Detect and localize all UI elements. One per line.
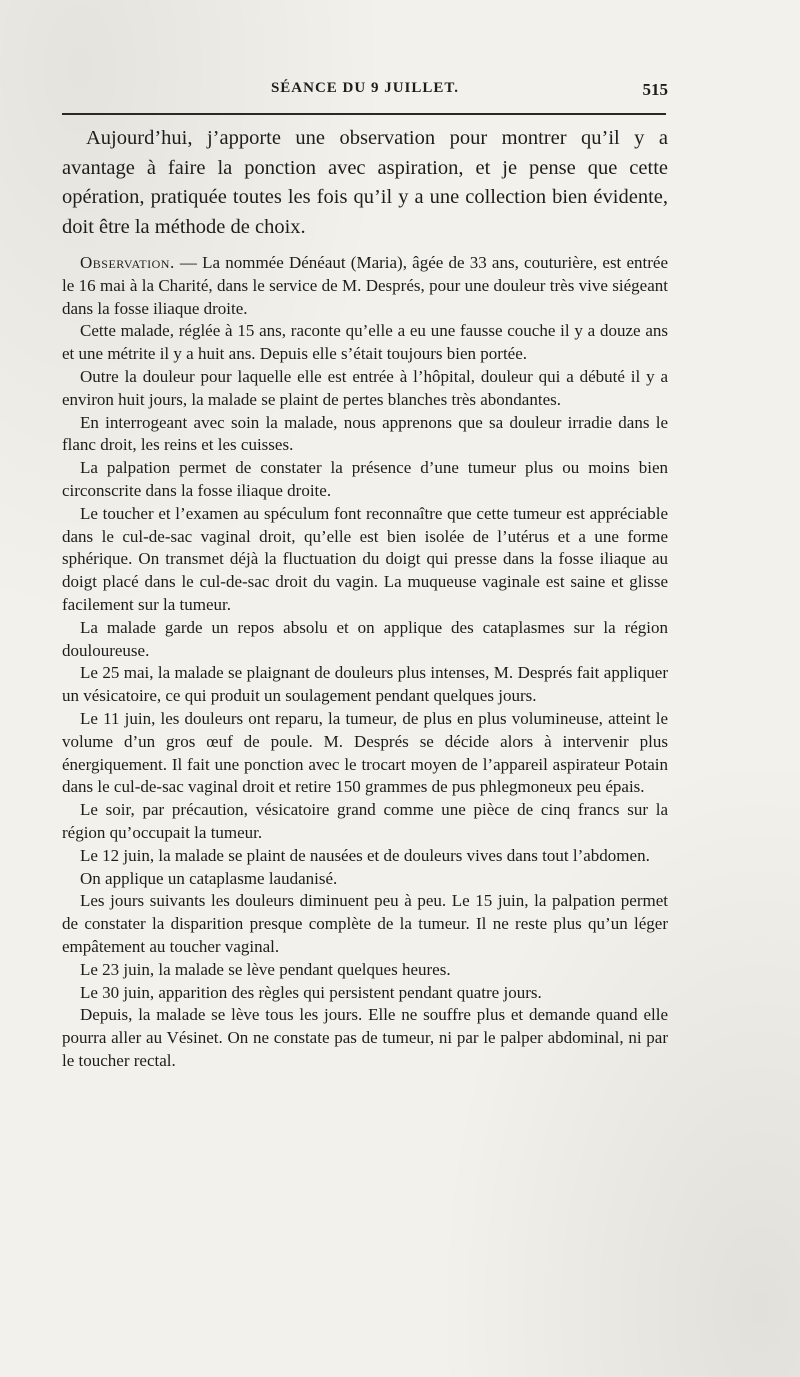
observation-paragraph-15: Depuis, la malade se lève tous les jours. Elle ne souffre plus et demande quand elle pourra aller au Vésinet. On ne constate pas de tumeur, ni par le palper abdominal, ni par le toucher rectal. [62, 1005, 668, 1070]
observation-paragraph-11: On applique un cataplasme laudanisé. [80, 868, 338, 888]
observation-paragraph-6: La malade garde un repos absolu et on applique des cataplasmes sur la région douloureuse. [62, 617, 668, 660]
observation-paragraph-8: Le 11 juin, les douleurs ont reparu, la tumeur, de plus en plus volumineuse, atteint le volume d’un gros œuf de poule. M. Després se décide alors à intervenir plus énergiquement. Il fait une ponction avec le trocart moyen de l’appareil aspirateur Potain dans le cul-de-sac vaginal droit et retire 150 grammes de pus phlegmoneux peu épais. [62, 708, 668, 797]
observation-paragraph-3: En interrogeant avec soin la malade, nous apprenons que sa douleur irradie dans le flanc droit, les reins et les cuisses. [62, 412, 668, 455]
observation-paragraph-0 [62, 252, 668, 320]
observation-paragraph-12: Les jours suivants les douleurs diminuent peu à peu. Le 15 juin, la palpation permet de constater la disparition presque complète de la tumeur. Il ne reste plus qu’un léger empâtement au toucher vaginal. [62, 891, 668, 956]
page-number: 515 [642, 80, 668, 99]
running-title: SÉANCE DU 9 JUILLET. [270, 80, 460, 96]
observation-paragraph-14: Le 30 juin, apparition des règles qui persistent pendant quatre jours. [80, 982, 542, 1002]
header-rule [62, 113, 666, 115]
observation-paragraph-4: La palpation permet de constater la présence d’une tumeur plus ou moins bien circonscrite dans la fosse iliaque droite. [62, 458, 668, 500]
observation-paragraph-5: Le toucher et l’examen au spéculum font reconnaître que cette tumeur est appréciable dans le cul-de-sac vaginal droit, qu’elle est bien isolée de l’utérus et a une forme sphérique. On transmet déjà la fluctuation du doigt qui presse dans la fosse iliaque au doigt placé dans le cul-de-sac droit du vagin. La muqueuse vaginale est saine et glisse facilement sur la tumeur. [62, 503, 668, 614]
observation-paragraph-13: Le 23 juin, la malade se lève pendant quelques heures. [80, 959, 451, 979]
observation-paragraph-7: Le 25 mai, la malade se plaignant de douleurs plus intenses, M. Després fait appliquer un vésicatoire, ce qui produit un soulagement pendant quelques jours. [62, 663, 668, 706]
observation-lead: Observation. [80, 253, 175, 272]
observation-paragraph-9: Le soir, par précaution, vésicatoire grand comme une pièce de cinq francs sur la région qu’occupait la tumeur. [62, 800, 668, 842]
observation-paragraph-1: Cette malade, réglée à 15 ans, raconte qu’elle a eu une fausse couche il y a douze ans et une métrite il y a huit ans. Depuis elle s’était toujours bien portée. [62, 321, 668, 364]
observation-paragraph-0-text: — La nommée Dénéaut (Maria), âgée de 33 ans, couturière, est entrée le 16 mai à la Charité, dans le service de M. Després, pour une douleur très vive siégeant dans la fosse iliaque droite. [62, 253, 668, 318]
page-header [62, 80, 668, 102]
observation-paragraph-10: Le 12 juin, la malade se plaint de nausées et de douleurs vives dans tout l’abdomen. [80, 845, 650, 865]
observation-section [62, 252, 668, 1073]
observation-paragraph-2: Outre la douleur pour laquelle elle est entrée à l’hôpital, douleur qui a débuté il y a environ huit jours, la malade se plaint de pertes blanches très abondantes. [62, 366, 668, 409]
intro-paragraph: Aujourd’hui, j’apporte une observation pour montrer qu’il y a avantage à faire la ponction avec aspiration, et je pense que cette opération, pratiquée toutes les fois qu’il y a une collection bien évidente, doit être la méthode de choix. [62, 127, 668, 238]
